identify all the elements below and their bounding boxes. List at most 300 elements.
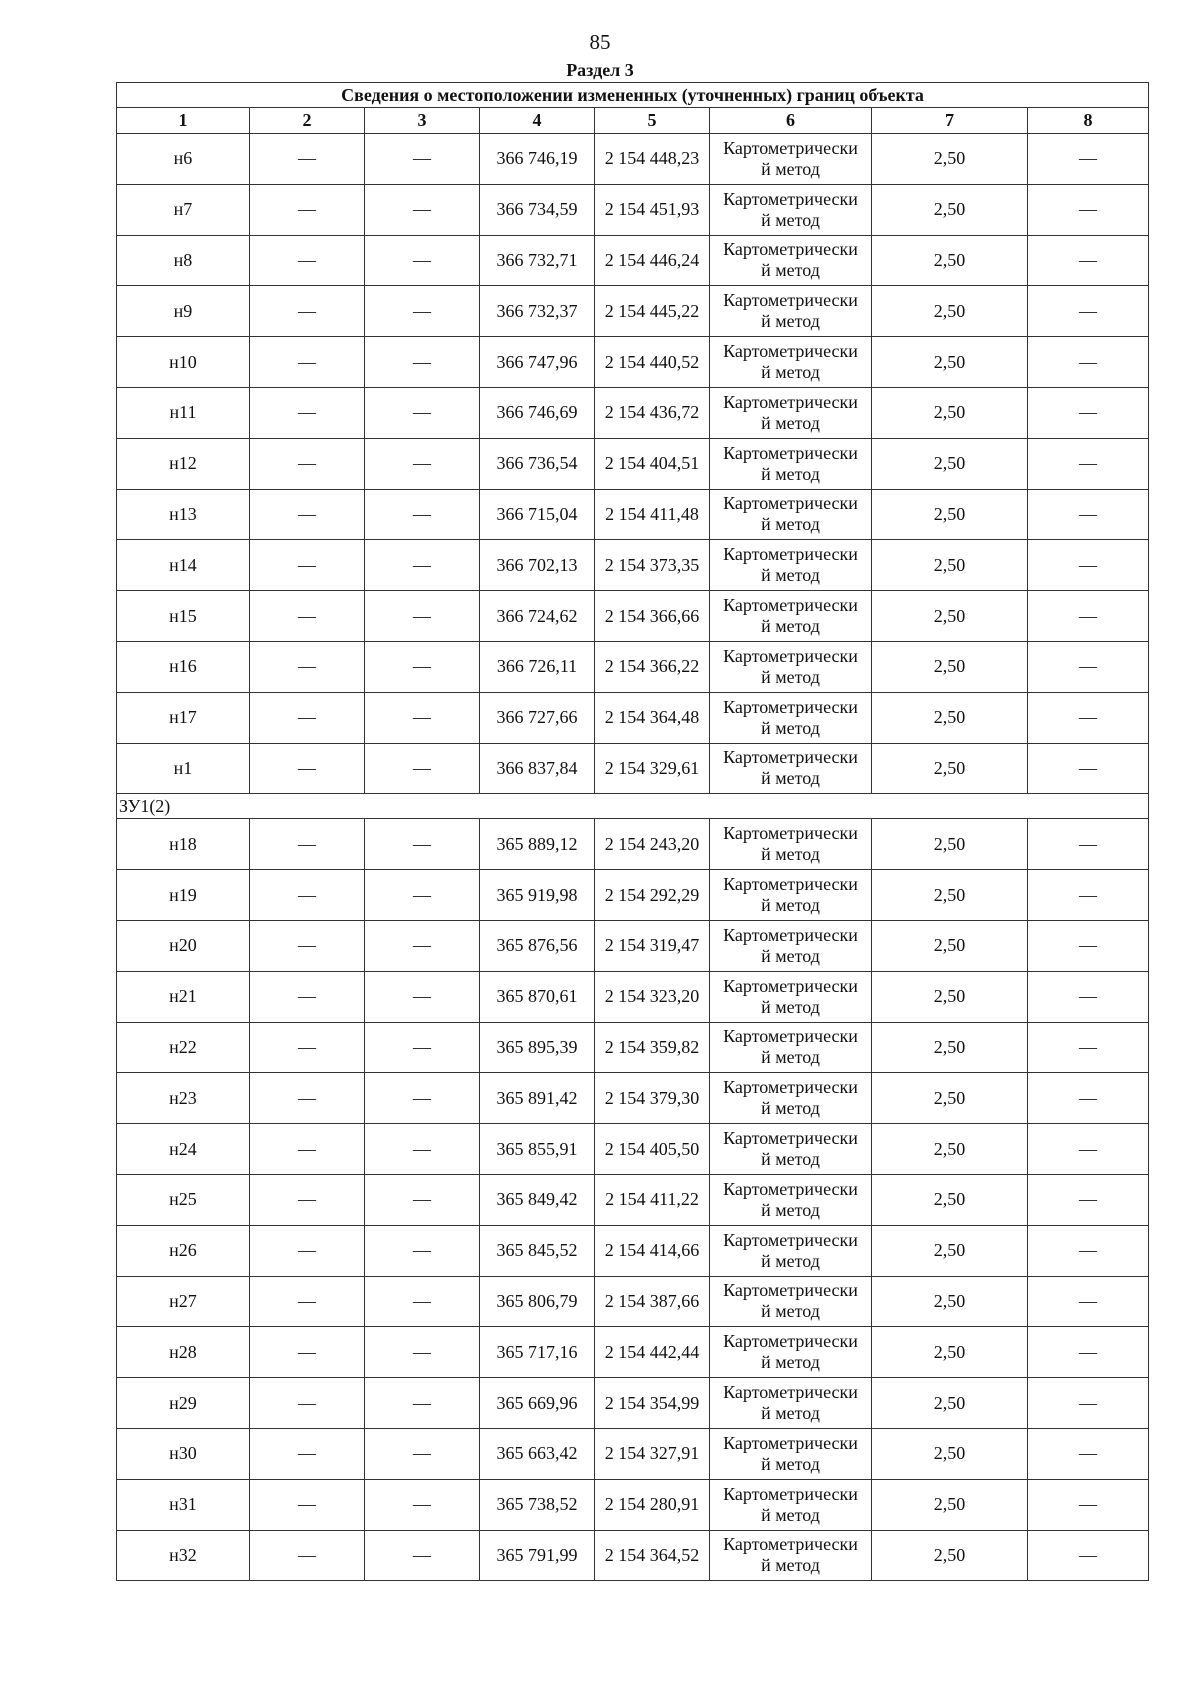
accuracy-cell: 2,50 (872, 641, 1028, 692)
accuracy-cell: 2,50 (872, 1327, 1028, 1378)
method-line-2: й метод (761, 666, 820, 687)
dash-cell: — (250, 819, 365, 870)
y-coordinate-cell: 2 154 451,93 (595, 184, 710, 235)
dash-cell: — (250, 337, 365, 388)
table-title: Сведения о местоположении измененных (уточненных) границ объекта (117, 83, 1149, 108)
method-line-2: й метод (761, 1453, 820, 1474)
y-coordinate-cell: 2 154 373,35 (595, 540, 710, 591)
method-line-2: й метод (761, 514, 820, 535)
x-coordinate-cell: 366 736,54 (480, 438, 595, 489)
dash-cell: — (250, 1428, 365, 1479)
dash-cell: — (365, 743, 480, 794)
point-name-cell: н7 (117, 184, 250, 235)
method-cell (710, 134, 872, 185)
dash-cell: — (1028, 1327, 1149, 1378)
dash-cell: — (250, 591, 365, 642)
dash-cell: — (1028, 235, 1149, 286)
dash-cell: — (250, 134, 365, 185)
dash-cell: — (1028, 540, 1149, 591)
x-coordinate-cell: 366 702,13 (480, 540, 595, 591)
dash-cell: — (365, 184, 480, 235)
method-cell (710, 692, 872, 743)
point-name-cell: н23 (117, 1073, 250, 1124)
table-row (117, 1428, 1149, 1479)
method-line-1: Картометрически (723, 1280, 858, 1301)
accuracy-cell: 2,50 (872, 489, 1028, 540)
method-line-2: й метод (761, 1301, 820, 1322)
y-coordinate-cell: 2 154 404,51 (595, 438, 710, 489)
table-row (117, 591, 1149, 642)
method-line-1: Картометрически (723, 137, 858, 158)
dash-cell: — (250, 920, 365, 971)
y-coordinate-cell: 2 154 414,66 (595, 1225, 710, 1276)
dash-cell: — (1028, 1479, 1149, 1530)
y-coordinate-cell: 2 154 366,22 (595, 641, 710, 692)
dash-cell: — (250, 1174, 365, 1225)
dash-cell: — (1028, 1530, 1149, 1581)
dash-cell: — (250, 641, 365, 692)
table-row (117, 1124, 1149, 1175)
dash-cell: — (365, 870, 480, 921)
point-name-cell: н24 (117, 1124, 250, 1175)
dash-cell: — (250, 184, 365, 235)
dash-cell: — (365, 1174, 480, 1225)
point-name-cell: н25 (117, 1174, 250, 1225)
dash-cell: — (250, 743, 365, 794)
method-cell (710, 920, 872, 971)
method-line-2: й метод (761, 311, 820, 332)
accuracy-cell: 2,50 (872, 438, 1028, 489)
y-coordinate-cell: 2 154 442,44 (595, 1327, 710, 1378)
x-coordinate-cell: 365 738,52 (480, 1479, 595, 1530)
table-row (117, 819, 1149, 870)
accuracy-cell: 2,50 (872, 1174, 1028, 1225)
method-line-1: Картометрически (723, 874, 858, 895)
point-name-cell: н31 (117, 1479, 250, 1530)
accuracy-cell: 2,50 (872, 540, 1028, 591)
method-cell (710, 540, 872, 591)
method-line-1: Картометрически (723, 1382, 858, 1403)
method-cell (710, 1327, 872, 1378)
point-name-cell: н6 (117, 134, 250, 185)
method-line-1: Картометрически (723, 1229, 858, 1250)
point-name-cell: н17 (117, 692, 250, 743)
method-line-2: й метод (761, 945, 820, 966)
method-cell (710, 1276, 872, 1327)
dash-cell: — (250, 286, 365, 337)
y-coordinate-cell: 2 154 446,24 (595, 235, 710, 286)
method-line-2: й метод (761, 1504, 820, 1525)
table-row (117, 1479, 1149, 1530)
dash-cell: — (1028, 1378, 1149, 1429)
dash-cell: — (365, 235, 480, 286)
dash-cell: — (250, 387, 365, 438)
dash-cell: — (1028, 489, 1149, 540)
method-line-2: й метод (761, 158, 820, 179)
dash-cell: — (365, 1276, 480, 1327)
x-coordinate-cell: 365 806,79 (480, 1276, 595, 1327)
x-coordinate-cell: 366 732,71 (480, 235, 595, 286)
dash-cell: — (250, 1022, 365, 1073)
method-line-1: Картометрически (723, 696, 858, 717)
y-coordinate-cell: 2 154 364,52 (595, 1530, 710, 1581)
dash-cell: — (1028, 1428, 1149, 1479)
table-row (117, 692, 1149, 743)
table-row (117, 1530, 1149, 1581)
point-name-cell: н14 (117, 540, 250, 591)
column-number: 1 (117, 108, 250, 134)
table-row (117, 1276, 1149, 1327)
y-coordinate-cell: 2 154 366,66 (595, 591, 710, 642)
method-cell (710, 1225, 872, 1276)
dash-cell: — (365, 387, 480, 438)
y-coordinate-cell: 2 154 405,50 (595, 1124, 710, 1175)
y-coordinate-cell: 2 154 440,52 (595, 337, 710, 388)
method-line-2: й метод (761, 895, 820, 916)
dash-cell: — (365, 134, 480, 185)
x-coordinate-cell: 366 747,96 (480, 337, 595, 388)
column-number: 8 (1028, 108, 1149, 134)
dash-cell: — (250, 1378, 365, 1429)
accuracy-cell: 2,50 (872, 1479, 1028, 1530)
point-name-cell: н20 (117, 920, 250, 971)
x-coordinate-cell: 365 845,52 (480, 1225, 595, 1276)
table-row (117, 1073, 1149, 1124)
dash-cell: — (365, 286, 480, 337)
method-line-1: Картометрически (723, 290, 858, 311)
table-row (117, 1022, 1149, 1073)
dash-cell: — (1028, 920, 1149, 971)
dash-cell: — (250, 235, 365, 286)
dash-cell: — (1028, 387, 1149, 438)
point-name-cell: н18 (117, 819, 250, 870)
point-name-cell: н21 (117, 971, 250, 1022)
dash-cell: — (365, 1327, 480, 1378)
x-coordinate-cell: 366 746,19 (480, 134, 595, 185)
method-line-1: Картометрически (723, 1178, 858, 1199)
y-coordinate-cell: 2 154 327,91 (595, 1428, 710, 1479)
accuracy-cell: 2,50 (872, 134, 1028, 185)
column-number: 2 (250, 108, 365, 134)
dash-cell: — (250, 692, 365, 743)
page-number: 85 (589, 30, 611, 54)
accuracy-cell: 2,50 (872, 1530, 1028, 1581)
dash-cell: — (1028, 641, 1149, 692)
dash-cell: — (1028, 337, 1149, 388)
group-label: ЗУ1(2) (117, 794, 1149, 819)
point-name-cell: н12 (117, 438, 250, 489)
accuracy-cell: 2,50 (872, 337, 1028, 388)
dash-cell: — (250, 438, 365, 489)
method-line-2: й метод (761, 616, 820, 637)
dash-cell: — (250, 1530, 365, 1581)
table-row (117, 184, 1149, 235)
x-coordinate-cell: 366 726,11 (480, 641, 595, 692)
method-cell (710, 184, 872, 235)
x-coordinate-cell: 366 734,59 (480, 184, 595, 235)
table-row (117, 337, 1149, 388)
method-cell (710, 1530, 872, 1581)
method-line-2: й метод (761, 1555, 820, 1576)
method-cell (710, 387, 872, 438)
accuracy-cell: 2,50 (872, 743, 1028, 794)
section-title: Раздел 3 (566, 60, 634, 80)
method-cell (710, 641, 872, 692)
accuracy-cell: 2,50 (872, 286, 1028, 337)
method-line-1: Картометрически (723, 239, 858, 260)
column-number: 6 (710, 108, 872, 134)
table-row (117, 641, 1149, 692)
y-coordinate-cell: 2 154 329,61 (595, 743, 710, 794)
y-coordinate-cell: 2 154 364,48 (595, 692, 710, 743)
table-row (117, 1378, 1149, 1429)
dash-cell: — (365, 540, 480, 591)
method-line-2: й метод (761, 463, 820, 484)
dash-cell: — (1028, 819, 1149, 870)
accuracy-cell: 2,50 (872, 1073, 1028, 1124)
method-cell (710, 819, 872, 870)
point-name-cell: н29 (117, 1378, 250, 1429)
x-coordinate-cell: 366 727,66 (480, 692, 595, 743)
x-coordinate-cell: 365 663,42 (480, 1428, 595, 1479)
dash-cell: — (365, 641, 480, 692)
dash-cell: — (1028, 1022, 1149, 1073)
dash-cell: — (1028, 1124, 1149, 1175)
accuracy-cell: 2,50 (872, 235, 1028, 286)
accuracy-cell: 2,50 (872, 971, 1028, 1022)
y-coordinate-cell: 2 154 359,82 (595, 1022, 710, 1073)
dash-cell: — (1028, 184, 1149, 235)
point-name-cell: н13 (117, 489, 250, 540)
dash-cell: — (250, 489, 365, 540)
accuracy-cell: 2,50 (872, 591, 1028, 642)
point-name-cell: н32 (117, 1530, 250, 1581)
accuracy-cell: 2,50 (872, 1276, 1028, 1327)
accuracy-cell: 2,50 (872, 920, 1028, 971)
method-line-1: Картометрически (723, 442, 858, 463)
method-line-2: й метод (761, 1403, 820, 1424)
point-name-cell: н10 (117, 337, 250, 388)
x-coordinate-cell: 365 849,42 (480, 1174, 595, 1225)
table-row (117, 489, 1149, 540)
method-line-2: й метод (761, 996, 820, 1017)
method-line-1: Картометрически (723, 645, 858, 666)
method-cell (710, 870, 872, 921)
dash-cell: — (365, 591, 480, 642)
dash-cell: — (365, 1073, 480, 1124)
dash-cell: — (365, 1225, 480, 1276)
method-line-1: Картометрически (723, 391, 858, 412)
column-number: 4 (480, 108, 595, 134)
dash-cell: — (250, 1225, 365, 1276)
method-cell (710, 971, 872, 1022)
dash-cell: — (1028, 286, 1149, 337)
table-row (117, 870, 1149, 921)
x-coordinate-cell: 366 837,84 (480, 743, 595, 794)
accuracy-cell: 2,50 (872, 1022, 1028, 1073)
method-line-2: й метод (761, 260, 820, 281)
dash-cell: — (1028, 1225, 1149, 1276)
method-line-2: й метод (761, 1047, 820, 1068)
method-line-2: й метод (761, 1199, 820, 1220)
accuracy-cell: 2,50 (872, 387, 1028, 438)
dash-cell: — (365, 1022, 480, 1073)
point-name-cell: н16 (117, 641, 250, 692)
accuracy-cell: 2,50 (872, 1124, 1028, 1175)
dash-cell: — (1028, 1276, 1149, 1327)
table-row (117, 134, 1149, 185)
dash-cell: — (1028, 438, 1149, 489)
dash-cell: — (365, 337, 480, 388)
method-line-2: й метод (761, 209, 820, 230)
dash-cell: — (365, 920, 480, 971)
x-coordinate-cell: 365 791,99 (480, 1530, 595, 1581)
method-cell (710, 489, 872, 540)
table-row (117, 387, 1149, 438)
method-line-2: й метод (761, 1149, 820, 1170)
dash-cell: — (1028, 692, 1149, 743)
dash-cell: — (365, 971, 480, 1022)
point-name-cell: н28 (117, 1327, 250, 1378)
method-line-1: Картометрически (723, 1331, 858, 1352)
method-line-2: й метод (761, 717, 820, 738)
method-line-2: й метод (761, 1352, 820, 1373)
y-coordinate-cell: 2 154 387,66 (595, 1276, 710, 1327)
method-cell (710, 1073, 872, 1124)
dash-cell: — (1028, 870, 1149, 921)
y-coordinate-cell: 2 154 292,29 (595, 870, 710, 921)
y-coordinate-cell: 2 154 379,30 (595, 1073, 710, 1124)
accuracy-cell: 2,50 (872, 184, 1028, 235)
accuracy-cell: 2,50 (872, 1428, 1028, 1479)
dash-cell: — (250, 870, 365, 921)
method-line-1: Картометрически (723, 924, 858, 945)
method-cell (710, 1378, 872, 1429)
table-row (117, 438, 1149, 489)
dash-cell: — (250, 1276, 365, 1327)
method-line-1: Картометрически (723, 493, 858, 514)
x-coordinate-cell: 365 855,91 (480, 1124, 595, 1175)
x-coordinate-cell: 365 889,12 (480, 819, 595, 870)
method-cell (710, 1428, 872, 1479)
dash-cell: — (250, 540, 365, 591)
point-name-cell: н1 (117, 743, 250, 794)
point-name-cell: н15 (117, 591, 250, 642)
accuracy-cell: 2,50 (872, 819, 1028, 870)
method-cell (710, 1479, 872, 1530)
method-cell (710, 743, 872, 794)
method-cell (710, 438, 872, 489)
x-coordinate-cell: 365 891,42 (480, 1073, 595, 1124)
method-line-2: й метод (761, 412, 820, 433)
method-line-1: Картометрически (723, 188, 858, 209)
dash-cell: — (250, 1479, 365, 1530)
method-cell (710, 286, 872, 337)
dash-cell: — (365, 1378, 480, 1429)
method-cell (710, 1174, 872, 1225)
x-coordinate-cell: 365 870,61 (480, 971, 595, 1022)
method-line-1: Картометрически (723, 1026, 858, 1047)
method-line-1: Картометрически (723, 747, 858, 768)
dash-cell: — (365, 1479, 480, 1530)
point-name-cell: н30 (117, 1428, 250, 1479)
method-line-1: Картометрически (723, 823, 858, 844)
dash-cell: — (1028, 971, 1149, 1022)
dash-cell: — (250, 1327, 365, 1378)
point-name-cell: н22 (117, 1022, 250, 1073)
table-row (117, 540, 1149, 591)
method-line-1: Картометрически (723, 1128, 858, 1149)
point-name-cell: н27 (117, 1276, 250, 1327)
dash-cell: — (1028, 1174, 1149, 1225)
point-name-cell: н11 (117, 387, 250, 438)
table-row (117, 235, 1149, 286)
x-coordinate-cell: 365 669,96 (480, 1378, 595, 1429)
dash-cell: — (1028, 743, 1149, 794)
method-line-2: й метод (761, 1098, 820, 1119)
method-line-2: й метод (761, 565, 820, 586)
column-number: 7 (872, 108, 1028, 134)
coordinates-table (116, 82, 1149, 1581)
group-row (117, 794, 1149, 819)
method-line-1: Картометрически (723, 1432, 858, 1453)
y-coordinate-cell: 2 154 448,23 (595, 134, 710, 185)
method-line-1: Картометрически (723, 1483, 858, 1504)
method-line-1: Картометрически (723, 1534, 858, 1555)
point-name-cell: н26 (117, 1225, 250, 1276)
y-coordinate-cell: 2 154 319,47 (595, 920, 710, 971)
accuracy-cell: 2,50 (872, 692, 1028, 743)
column-number-row (117, 108, 1149, 134)
table-row (117, 971, 1149, 1022)
x-coordinate-cell: 365 919,98 (480, 870, 595, 921)
y-coordinate-cell: 2 154 411,22 (595, 1174, 710, 1225)
dash-cell: — (1028, 134, 1149, 185)
dash-cell: — (365, 1530, 480, 1581)
method-cell (710, 1022, 872, 1073)
table-row (117, 920, 1149, 971)
dash-cell: — (1028, 591, 1149, 642)
table-row (117, 1174, 1149, 1225)
x-coordinate-cell: 366 746,69 (480, 387, 595, 438)
y-coordinate-cell: 2 154 411,48 (595, 489, 710, 540)
method-line-2: й метод (761, 1250, 820, 1271)
dash-cell: — (365, 489, 480, 540)
method-line-2: й метод (761, 362, 820, 383)
accuracy-cell: 2,50 (872, 870, 1028, 921)
column-number: 5 (595, 108, 710, 134)
dash-cell: — (365, 692, 480, 743)
point-name-cell: н9 (117, 286, 250, 337)
method-cell (710, 235, 872, 286)
table-title-row (117, 83, 1149, 108)
y-coordinate-cell: 2 154 445,22 (595, 286, 710, 337)
table-body (117, 83, 1149, 1581)
y-coordinate-cell: 2 154 323,20 (595, 971, 710, 1022)
dash-cell: — (250, 971, 365, 1022)
y-coordinate-cell: 2 154 436,72 (595, 387, 710, 438)
dash-cell: — (365, 1428, 480, 1479)
x-coordinate-cell: 365 876,56 (480, 920, 595, 971)
x-coordinate-cell: 366 715,04 (480, 489, 595, 540)
x-coordinate-cell: 366 724,62 (480, 591, 595, 642)
method-cell (710, 337, 872, 388)
table-row (117, 286, 1149, 337)
method-line-2: й метод (761, 768, 820, 789)
dash-cell: — (365, 819, 480, 870)
x-coordinate-cell: 365 895,39 (480, 1022, 595, 1073)
y-coordinate-cell: 2 154 354,99 (595, 1378, 710, 1429)
